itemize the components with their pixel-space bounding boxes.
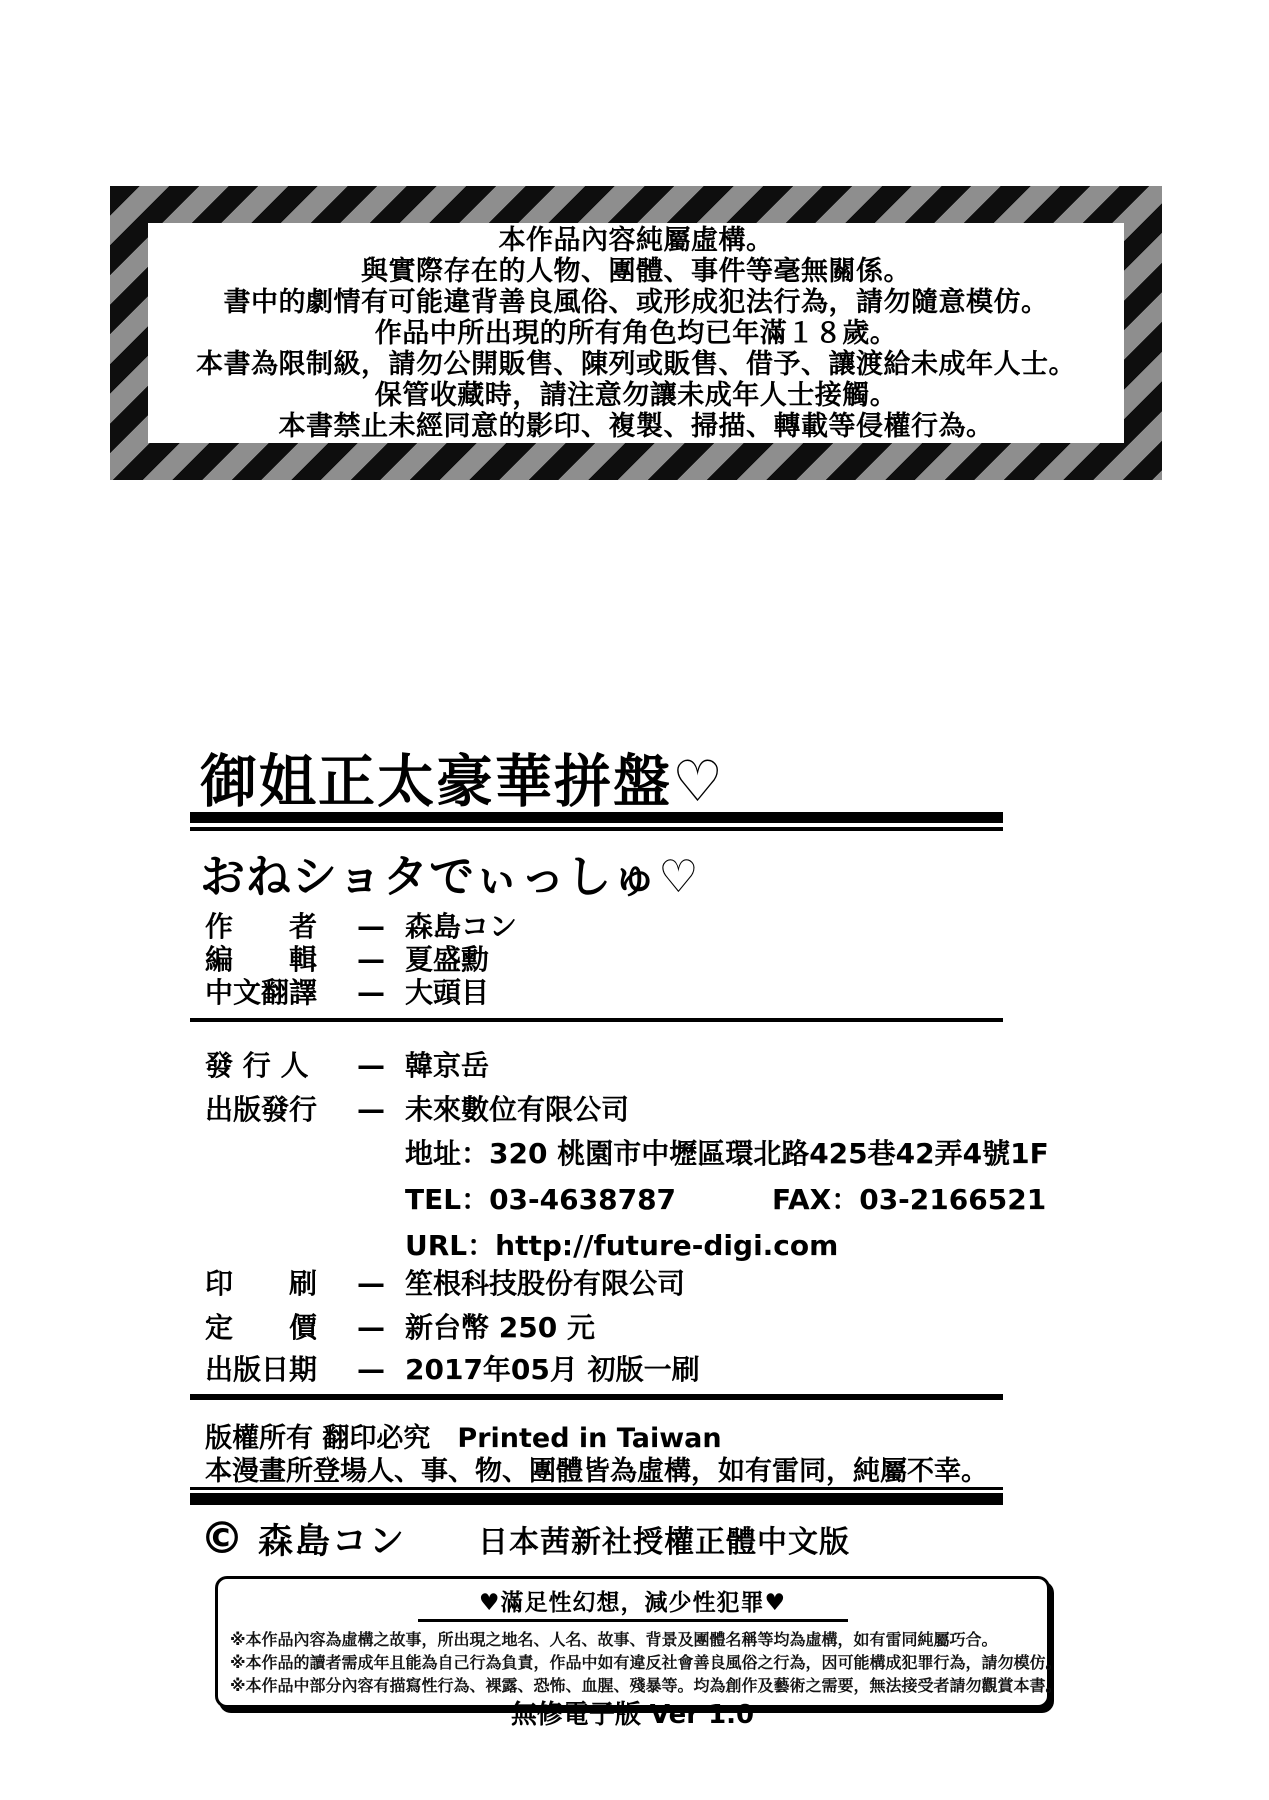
warning-line: 書中的劇情有可能違背善良風俗、或形成犯法行為，請勿隨意模仿。	[223, 286, 1049, 318]
row-value: 未來數位有限公司	[405, 1093, 630, 1126]
row-dash: —	[357, 976, 385, 1009]
row-dash: —	[357, 1093, 385, 1126]
row-dash: —	[357, 1353, 385, 1386]
publish-date-row	[205, 1348, 1035, 1388]
row-dash: —	[357, 1267, 385, 1300]
notice-line: ※本作品內容為虛構之故事，所出現之地名、人名、故事、背景及團體名稱等均為虛構，如有雷同純屬巧合。	[230, 1630, 998, 1649]
license-line	[200, 1514, 850, 1564]
row-label: 作 者	[205, 910, 318, 943]
notice-heading-underline	[418, 1619, 848, 1622]
license-author: 森島コン	[258, 1522, 407, 1562]
rights-line: 版權所有 翻印必究 Printed in Taiwan	[205, 1423, 722, 1454]
row-label: 定 價	[205, 1311, 318, 1344]
row-value: 新台幣 250 元	[405, 1311, 595, 1344]
warning-line: 作品中所出現的所有角色均已年滿１８歲。	[374, 317, 898, 349]
price-row	[205, 1306, 1035, 1346]
printer-row	[205, 1262, 1035, 1302]
warning-box	[110, 186, 1162, 480]
row-value: 韓京岳	[405, 1049, 490, 1082]
row-label: 發 行 人	[205, 1049, 309, 1082]
notice-line: ※本作品的讀者需成年且能為自己行為負責，作品中如有違反社會善良風俗之行為，因可能構成犯罪行為，請勿模仿。	[230, 1653, 1062, 1672]
tel-fax-line	[405, 1178, 1046, 1218]
book-title: 御姐正太豪華拼盤♡	[200, 749, 726, 815]
book-subtitle: おねショタでぃっしゅ♡	[200, 850, 700, 903]
row-value: 大頭目	[405, 976, 490, 1009]
tel-value: TEL：03-4638787	[405, 1183, 677, 1216]
warning-line: 本作品內容純屬虛構。	[498, 224, 774, 256]
row-label: 出版發行	[205, 1093, 318, 1126]
warning-line: 保管收藏時，請注意勿讓未成年人士接觸。	[374, 379, 898, 411]
row-label: 出版日期	[205, 1353, 318, 1386]
notice-line: ※本作品中部分內容有描寫性行為、裸露、恐怖、血腥、殘暴等。均為創作及藝術之需要，無法接受者請勿觀賞本書。	[230, 1676, 1062, 1695]
row-dash: —	[357, 943, 385, 976]
fax-value: FAX：03-2166521	[772, 1183, 1047, 1216]
url-line: URL：http://future-digi.com	[405, 1229, 839, 1262]
credit-row-translator	[205, 971, 1035, 1011]
copyright-icon: ©	[200, 1513, 244, 1564]
row-dash: —	[357, 910, 385, 943]
warning-line: 本書為限制級，請勿公開販售、陳列或販售、借予、讓渡給未成年人士。	[196, 348, 1076, 380]
notice-box	[215, 1576, 1062, 1708]
notice-heading: ♥滿足性幻想，減少性犯罪♥	[478, 1590, 787, 1616]
address-line: 地址：320 桃園市中壢區環北路425巷42弄4號1F	[405, 1137, 1049, 1170]
row-value: 2017年05月 初版一刷	[405, 1353, 700, 1386]
warning-box-inner	[148, 223, 1124, 443]
row-dash: —	[357, 1311, 385, 1344]
section-divider	[190, 1018, 1003, 1022]
warning-line: 本書禁止未經同意的影印、複製、掃描、轉載等侵權行為。	[278, 410, 994, 442]
row-label: 中文翻譯	[205, 976, 318, 1009]
version-note: 無修電子版 Ver 1.0	[510, 1700, 755, 1730]
row-label: 編 輯	[205, 943, 318, 976]
warning-line: 與實際存在的人物、團體、事件等毫無關係。	[361, 255, 911, 287]
row-label: 印 刷	[205, 1267, 318, 1300]
row-value: 笙根科技股份有限公司	[405, 1267, 686, 1300]
row-dash: —	[357, 1049, 385, 1082]
license-note: 日本茜新社授權正體中文版	[478, 1525, 851, 1560]
publishing-company-row	[205, 1088, 1035, 1128]
title-divider	[190, 812, 1003, 831]
publisher-row	[205, 1044, 1035, 1084]
fiction-disclaimer-line: 本漫畫所登場人、事、物、團體皆為虛構，如有雷同，純屬不幸。	[205, 1456, 988, 1487]
row-value: 森島コン	[405, 910, 518, 943]
row-value: 夏盛勳	[405, 943, 490, 976]
section-divider	[190, 1394, 1003, 1400]
double-divider	[190, 1487, 1003, 1505]
